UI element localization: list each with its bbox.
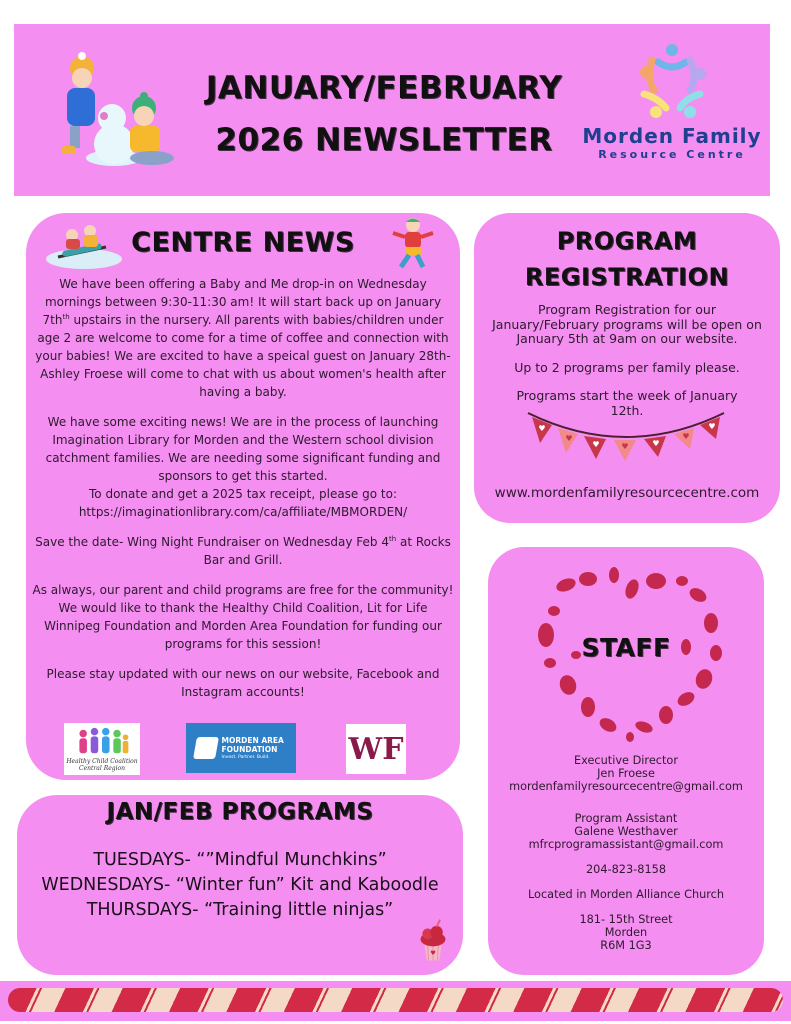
org-subtitle: Resource Centre <box>598 148 746 161</box>
phone-number: 204-823-8158 <box>585 863 667 876</box>
people-circle-logo-icon <box>632 42 712 120</box>
news-paragraph-imagination-library: We have some exciting news! We are in the process of launching Imagination Library for Morden and the Western school division catchment families. We are needing some significant funding and sponsors to get this started. To donate and get a 2025 tax receipt, please go to: https://imaginationlibrary.com/ca/affiliate/MBMORDEN/ <box>45 415 441 519</box>
address: 181- 15th Street Morden R6M 1G3 <box>579 913 673 952</box>
director-contact: Executive Director Jen Froese mordenfamilyresourcecentre@gmail.com <box>488 754 764 793</box>
candy-cane-border <box>0 981 791 1021</box>
title-line-2: 2026 NEWSLETTER <box>215 122 553 158</box>
staff-heading: STAFF <box>581 633 671 662</box>
registration-open-text: Program Registration for our January/February programs will be open on January 5th at 9am on our website. <box>492 302 762 346</box>
healthy-child-coalition-logo-icon: Healthy Child Coalition Central Region <box>64 723 140 775</box>
program-registration-panel <box>474 213 780 523</box>
svg-text:♥: ♥ <box>565 434 573 443</box>
program-registration-heading: PROGRAM REGISTRATION <box>524 227 730 291</box>
programs-heading: JAN/FEB PROGRAMS <box>106 799 374 825</box>
assistant-contact: Program Assistant Galene Westhaver mfrcprogramassistant@gmail.com <box>488 812 764 851</box>
staff-panel <box>488 547 764 975</box>
website-link[interactable]: www.mordenfamilyresourcecentre.com <box>494 485 760 501</box>
assistant-email-link[interactable]: mfrcprogramassistant@gmail.com <box>528 838 724 851</box>
imagination-library-link[interactable]: https://imaginationlibrary.com/ca/affiliate/MBMORDEN/ <box>78 505 408 519</box>
programs-panel <box>17 795 463 975</box>
staff-contacts <box>488 754 764 952</box>
svg-text:♥: ♥ <box>621 442 629 451</box>
cupcake-icon <box>417 919 449 963</box>
svg-text:♥: ♥ <box>430 950 436 958</box>
registration-limit-text: Up to 2 programs per family please. <box>514 359 740 375</box>
news-paragraph-stay-updated: Please stay updated with our news on our website, Facebook and Instagram accounts! <box>46 667 440 699</box>
title-line-1: JANUARY/FEBRUARY <box>205 70 563 106</box>
org-logo <box>574 42 770 172</box>
centre-news-panel <box>26 213 460 780</box>
svg-text:♥: ♥ <box>708 422 716 431</box>
centre-news-body <box>32 275 454 701</box>
news-paragraph-baby-and-me: We have been offering a Baby and Me drop-in on Wednesday mornings between 9:30-11:30 am! It will start back up on January $7th^{th}$ upstairs in the nursery. All parents with babies/children under age 2 are welcome to come for a time of coffee and connection with your babies! We are excited to have a speical guest on January 28th- Ashley Froese will come to chat with us about women's health after having a baby. <box>35 277 451 399</box>
winnipeg-foundation-logo-icon: WF <box>346 724 406 774</box>
news-paragraph-thanks: As always, our parent and child programs are free for the community! We would like to thank the Healthy Child Coalition, Lit for Life Winnipeg Foundation and Morden Area Foundation for funding our programs for this session! <box>32 583 454 651</box>
newsletter-header <box>14 24 770 196</box>
programs-list <box>17 848 463 923</box>
heart-bunting-icon <box>526 411 726 471</box>
org-name: Morden Family <box>582 124 762 148</box>
news-paragraph-wing-night: Save the date- Wing Night Fundraiser on Wednesday Feb 4th at Rocks Bar and Grill. <box>35 535 451 567</box>
newsletter-title <box>164 62 604 166</box>
program-item-thursday: THURSDAYS- “Training little ninjas” <box>86 900 394 920</box>
morden-area-foundation-logo-icon: MORDEN AREA FOUNDATION Invest. Partner. Build. <box>186 723 296 773</box>
program-item-wednesday: WEDNESDAYS- “Winter fun” Kit and Kaboodle <box>41 875 439 895</box>
child-skating-icon <box>389 215 437 273</box>
director-email-link[interactable]: mordenfamilyresourcecentre@gmail.com <box>509 780 743 793</box>
svg-text:♥: ♥ <box>538 424 546 433</box>
kids-snowman-illustration-icon <box>52 46 182 176</box>
program-item-tuesday: TUESDAYS- “”Mindful Munchkins” <box>93 850 387 870</box>
centre-news-heading: CENTRE NEWS <box>131 227 355 258</box>
location-text: Located in Morden Alliance Church <box>527 888 725 901</box>
programs-start-text: Programs start the week of January 12th. <box>516 388 738 418</box>
candy-cane-stripe-icon <box>8 988 783 1012</box>
svg-text:♥: ♥ <box>652 439 660 448</box>
svg-text:♥: ♥ <box>592 440 600 449</box>
sponsor-logos <box>26 723 460 775</box>
svg-text:♥: ♥ <box>682 432 690 441</box>
